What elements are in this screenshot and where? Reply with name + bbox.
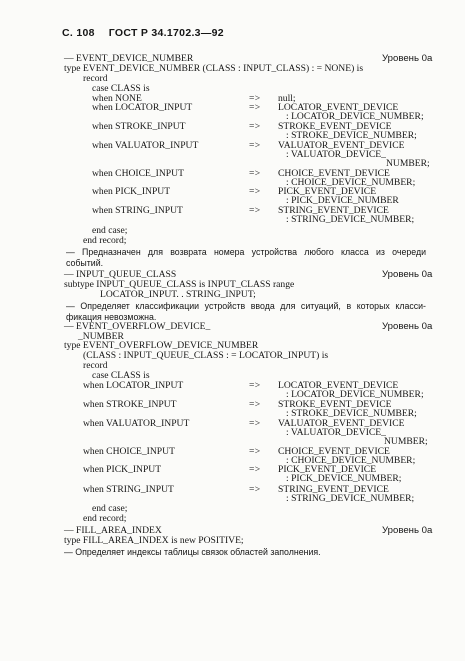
record-keyword: record xyxy=(83,360,108,371)
component-name: PICK_EVENT_DEVICE xyxy=(278,186,377,197)
when-clause: when LOCATOR_INPUT xyxy=(83,380,184,391)
description: — Определяет индексы таблицы связок областей заполнения. xyxy=(64,547,321,557)
component-name: CHOICE_EVENT_DEVICE xyxy=(278,168,390,179)
standard-designation: ГОСТ Р 34.1702.3—92 xyxy=(108,27,224,39)
type-declaration: type EVENT_OVERFLOW_DEVICE_NUMBER xyxy=(64,340,259,351)
component-type: : LOCATOR_DEVICE_NUMBER; xyxy=(286,111,424,122)
type-parameters: (CLASS : INPUT_QUEUE_CLASS : = LOCATOR_INPUT) is xyxy=(83,350,329,361)
component-name: STROKE_EVENT_DEVICE xyxy=(278,121,392,132)
section-title-event-device-number: — EVENT_DEVICE_NUMBER xyxy=(64,53,194,64)
component-type: : CHOICE_DEVICE_NUMBER; xyxy=(286,455,416,466)
component-name: VALUATOR_EVENT_DEVICE xyxy=(278,418,405,429)
subtype-declaration: subtype INPUT_QUEUE_CLASS is INPUT_CLASS range xyxy=(64,279,295,290)
arrow: = > xyxy=(249,205,260,216)
component-type: : PICK_DEVICE_NUMBER; xyxy=(286,473,402,484)
level-label: Уровень 0а xyxy=(382,269,433,280)
type-declaration: type EVENT_DEVICE_NUMBER (CLASS : INPUT_CLASS) : = NONE) is xyxy=(64,63,364,74)
arrow: = > xyxy=(249,380,260,391)
component-name: LOCATOR_EVENT_DEVICE xyxy=(278,102,399,113)
component-type-continued: NUMBER; xyxy=(384,436,428,447)
when-clause: when VALUATOR_INPUT xyxy=(83,418,190,429)
end-case: end case; xyxy=(92,503,128,514)
component-type: : STROKE_DEVICE_NUMBER; xyxy=(286,130,417,141)
arrow: = > xyxy=(249,484,260,495)
arrow: = > xyxy=(249,102,260,113)
section-title-fill-area-index: — FILL_AREA_INDEX xyxy=(64,525,162,536)
when-clause: when CHOICE_INPUT xyxy=(92,168,184,179)
component-type: : LOCATOR_DEVICE_NUMBER; xyxy=(286,389,424,400)
when-clause: when STRING_INPUT xyxy=(92,205,183,216)
page-header xyxy=(62,28,224,39)
arrow: = > xyxy=(249,168,260,179)
component-type: : PICK_DEVICE_NUMBER xyxy=(286,195,399,206)
end-record: end record; xyxy=(83,235,127,246)
component-name: STROKE_EVENT_DEVICE xyxy=(278,399,392,410)
component-type-continued: NUMBER; xyxy=(386,158,430,169)
arrow: = > xyxy=(249,93,260,104)
arrow: = > xyxy=(249,121,260,132)
component-name: LOCATOR_EVENT_DEVICE xyxy=(278,380,399,391)
component-type: : CHOICE_DEVICE_NUMBER; xyxy=(286,177,416,188)
level-label: Уровень 0а xyxy=(382,321,433,332)
case-statement: case CLASS is xyxy=(92,83,150,94)
subtype-range: LOCATOR_INPUT. . STRING_INPUT; xyxy=(100,289,256,300)
component-name: PICK_EVENT_DEVICE xyxy=(278,464,377,475)
arrow: = > xyxy=(249,446,260,457)
section-title-input-queue-class: — INPUT_QUEUE_CLASS xyxy=(64,269,177,280)
description-continued: фикация невозможна. xyxy=(66,312,157,322)
component-type: : STRING_DEVICE_NUMBER; xyxy=(286,493,415,504)
component-type: : STROKE_DEVICE_NUMBER; xyxy=(286,408,417,419)
component-type: : VALUATOR_DEVICE_ xyxy=(286,149,386,160)
section-title-continued: _NUMBER xyxy=(78,331,124,342)
description: — Определяет классификации устройств ввода для ситуаций, в которых класси- xyxy=(66,301,426,311)
arrow: = > xyxy=(249,399,260,410)
when-none: when NONE xyxy=(92,93,142,104)
when-clause: when LOCATOR_INPUT xyxy=(92,102,193,113)
section-title-event-overflow-device-number: — EVENT_OVERFLOW_DEVICE_ xyxy=(64,321,211,332)
when-clause: when VALUATOR_INPUT xyxy=(92,140,199,151)
description: — Предназначен для возврата номера устройства любого класса из очереди xyxy=(66,247,426,257)
level-label: Уровень 0а xyxy=(382,53,433,64)
level-label: Уровень 0а xyxy=(382,525,433,536)
when-clause: when STROKE_INPUT xyxy=(83,399,177,410)
component-name: STRING_EVENT_DEVICE xyxy=(278,484,389,495)
when-clause: when PICK_INPUT xyxy=(83,464,162,475)
component-name: VALUATOR_EVENT_DEVICE xyxy=(278,140,405,151)
when-clause: when STRING_INPUT xyxy=(83,484,174,495)
description-continued: событий. xyxy=(66,258,104,268)
arrow: = > xyxy=(249,418,260,429)
end-case: end case; xyxy=(92,225,128,236)
when-clause: when PICK_INPUT xyxy=(92,186,171,197)
arrow: = > xyxy=(249,186,260,197)
arrow: = > xyxy=(249,140,260,151)
record-keyword: record xyxy=(83,73,108,84)
end-record: end record; xyxy=(83,513,127,524)
component-name: STRING_EVENT_DEVICE xyxy=(278,205,389,216)
page-number: С. 108 xyxy=(62,27,95,39)
null-statement: null; xyxy=(278,93,296,104)
component-type: : VALUATOR_DEVICE_ xyxy=(286,427,386,438)
component-name: CHOICE_EVENT_DEVICE xyxy=(278,446,390,457)
type-declaration: type FILL_AREA_INDEX is new POSITIVE; xyxy=(64,535,244,546)
when-clause: when STROKE_INPUT xyxy=(92,121,186,132)
when-clause: when CHOICE_INPUT xyxy=(83,446,175,457)
component-type: : STRING_DEVICE_NUMBER; xyxy=(286,214,415,225)
arrow: = > xyxy=(249,464,260,475)
case-statement: case CLASS is xyxy=(92,370,150,381)
